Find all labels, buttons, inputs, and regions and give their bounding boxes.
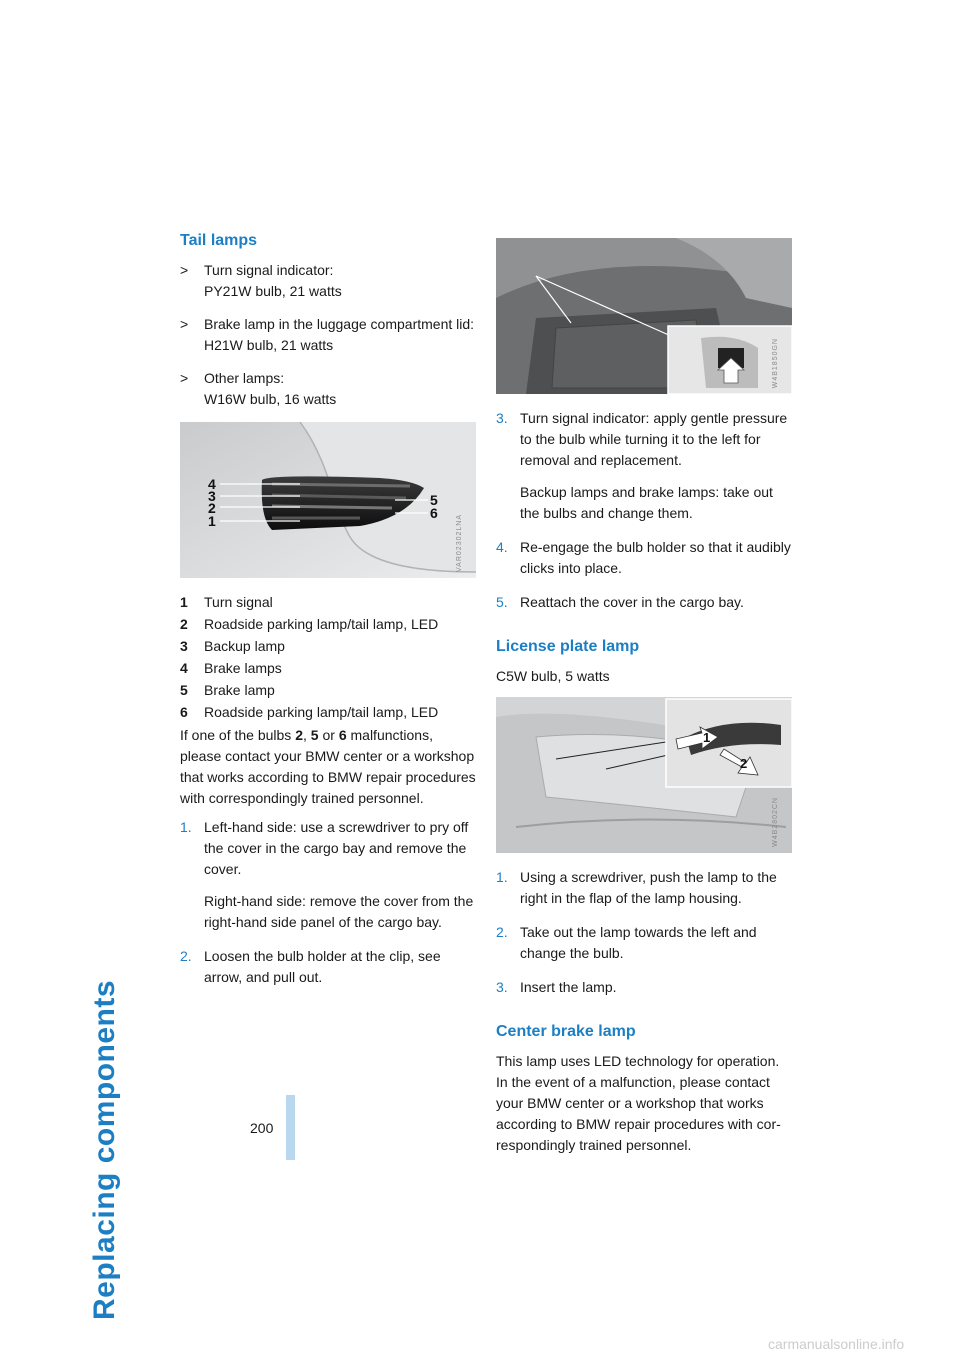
tail-lamps-heading: Tail lamps [180, 232, 258, 249]
section-side-title: Replacing components [88, 979, 121, 1320]
legend-item: 5 Brake lamp [180, 682, 275, 698]
figure-label-2: 2 [208, 500, 216, 516]
figure-code: VAR02302LNA [456, 514, 463, 572]
figure-label-2: 2 [740, 756, 748, 771]
cargo-bay-illustration [496, 238, 792, 394]
figure-code: W4B2802CN [772, 797, 779, 847]
tail-lamp-figure [180, 422, 476, 578]
malfunction-note: If one of the bulbs 2, 5 or 6 malfunctions, please contact your BMW center or a workshop that works according to BMW repair procedures with correspondingly trained personnel. [180, 727, 476, 806]
legend-item: 4 Brake lamps [180, 660, 282, 676]
step-item: 1. Using a screwdriver, push the lamp to the right in the flap of the lamp housing. [496, 869, 777, 906]
license-plate-lamp-heading: License plate lamp [496, 638, 640, 655]
step-item: 3. Turn signal indicator: apply gentle pressure to the bulb while turning it to the left for removal and replacement. Backup lamps and brake lamps: take out the bulbs and change them. [496, 410, 788, 521]
license-intro: C5W bulb, 5 watts [496, 668, 610, 684]
step-item: 3. Insert the lamp. [496, 979, 617, 995]
figure-label-1: 1 [208, 513, 216, 529]
step-item: 1. Left-hand side: use a screwdriver to pry off the cover in the cargo bay and remove the cover. Right-hand side: remove the cover from the right-hand side panel of the cargo bay. [180, 819, 474, 930]
legend-item: 1 Turn signal [180, 594, 273, 610]
left-column [180, 230, 476, 1001]
license-plate-figure [496, 697, 792, 853]
step-item: 2. Take out the lamp towards the left and change the bulb. [496, 924, 757, 961]
page-number: 200 [250, 1120, 274, 1136]
footer-watermark: carmanualsonline.info [768, 1336, 905, 1352]
center-brake-lamp-text: This lamp uses LED technology for operation. In the event of a malfunction, please contact your BMW center or a workshop that works according to BMW repair procedures with cor-respondingly trained personnel. [496, 1053, 781, 1153]
tail-lamp-illustration [180, 422, 476, 578]
figure-label-3: 3 [208, 488, 216, 504]
legend-item: 6 Roadside parking lamp/tail lamp, LED [180, 704, 439, 720]
figure-label-5: 5 [430, 492, 438, 508]
cargo-bay-figure [496, 238, 792, 394]
page-number-bar [286, 1095, 295, 1160]
figure-label-1: 1 [703, 730, 711, 745]
step-item: 2. Loosen the bulb holder at the clip, see arrow, and pull out. [180, 948, 441, 985]
bullet-item: > Turn signal indicator: PY21W bulb, 21 watts [180, 262, 342, 299]
step-item: 5. Reattach the cover in the cargo bay. [496, 594, 744, 610]
step-item: 4. Re-engage the bulb holder so that it audibly clicks into place. [496, 539, 791, 576]
bullet-item: > Brake lamp in the luggage compartment lid: H21W bulb, 21 watts [180, 316, 475, 353]
legend-item: 3 Backup lamp [180, 638, 285, 654]
figure-label-6: 6 [430, 505, 438, 521]
figure-label-4: 4 [208, 476, 216, 492]
center-brake-lamp-heading: Center brake lamp [496, 1023, 636, 1040]
bullet-item: > Other lamps: W16W bulb, 16 watts [180, 370, 337, 407]
figure-code: W4B1850GN [772, 337, 779, 388]
right-column [496, 230, 794, 1158]
license-plate-illustration [496, 697, 792, 853]
legend-item: 2 Roadside parking lamp/tail lamp, LED [180, 616, 439, 632]
